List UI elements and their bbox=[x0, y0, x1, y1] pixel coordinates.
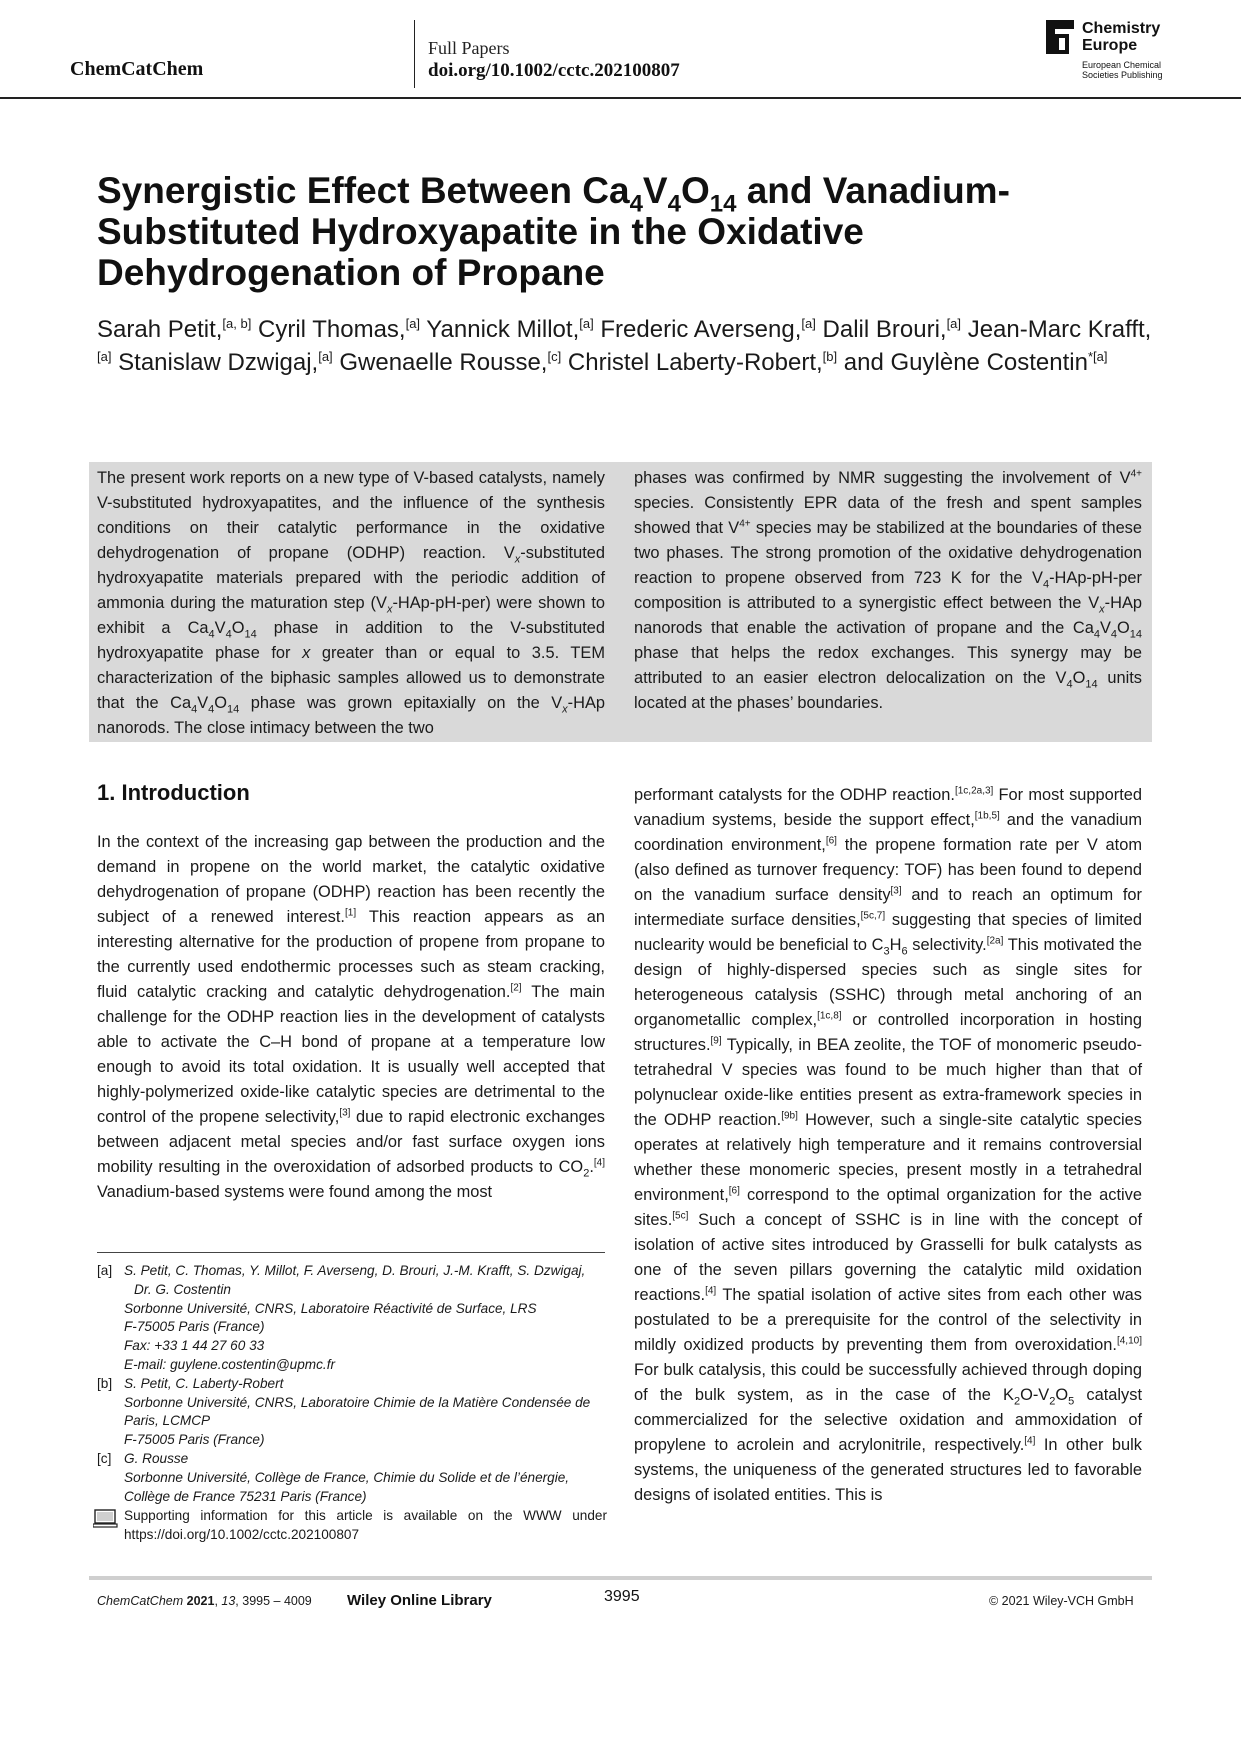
author: Yannick Millot,[a] bbox=[426, 316, 594, 343]
affiliation-line: Sorbonne Université, CNRS, Laboratoire Chimie de la Matière Condensée de bbox=[124, 1394, 591, 1410]
body-text-right-column: performant catalysts for the ODHP reaction.[1c,2a,3] For most supported vanadium systems, beside the support effect,[1b,5] and the vanadium coordination environment,[6] the propene formation rate per V atom (also defined as turnover frequency: TOF) has been found to depend on the vanadium surface density[3] and to reach an optimum for intermediate surface densities,[5c,7] suggesting that species of limited nuclearity would be beneficial to $C_3H_6$ selectivity.[2a] This motivated the design of highly-dispersed species such as single sites for heterogeneous catalysis (SSHC) through metal anchoring of an organometallic complex,[1c,8] or controlled incorporation in hosting structures.[9] Typically, in BEA zeolite, the TOF of monomeric pseudo-tetrahedral V species was found to be much higher than that of polynuclear oxide-like entities present as extra-framework species in the ODHP reaction.[9b] However, such a single-site catalytic species operates at relatively high temperature and it remains controversial whether these monomeric species, present mostly in a tetrahedral environment,[6] correspond to the optimal organization for the active sites.[5c] Such a concept of SSHC is in line with the concept of isolation of active sites introduced by Grasselli for bulk catalysts as one of the seven pillars governing the catalytic mild oxidation reactions.[4] The spatial isolation of active sites from each other was postulated to be a prerequisite for the control of the selectivity in mildly oxidized products by preventing them from overoxidation.[4,10] For bulk catalysis, this could be successfully achieved through doping of the bulk system, as in the case of the $K_2O-V_2O_5$ catalyst commercialized for the selective oxidation and ammoxidation of propylene to acrolein and acrylonitrile, respectively.[4] In other bulk systems, the uniqueness of the generated structures led to favorable designs of isolated entities. This is bbox=[634, 785, 1143, 1504]
citation-ref[interactable]: [3] bbox=[339, 1107, 351, 1119]
author: Cyril Thomas,[a] bbox=[258, 316, 421, 343]
citation-ref[interactable]: [2a] bbox=[986, 935, 1004, 947]
affiliation-line: Fax: +33 1 44 27 60 33 bbox=[124, 1338, 265, 1354]
author: Frederic Averseng,[a] bbox=[600, 316, 816, 343]
header-rule bbox=[0, 97, 1241, 99]
citation-ref[interactable]: [1b,5] bbox=[974, 810, 1000, 822]
section-heading-introduction: 1. Introduction bbox=[97, 780, 250, 805]
author: Dalil Brouri,[a] bbox=[822, 316, 962, 343]
citation-ref[interactable]: [4] bbox=[593, 1157, 605, 1169]
citation-ref[interactable]: [1c,2a,3] bbox=[954, 785, 994, 797]
abstract-text-right: phases was confirmed by NMR suggesting the involvement of $V^{4+}$ species. Consistently EPR data of the fresh and spent samples showed that $V^{4+}$ species may be stabilized at the boundaries of these two phases. The strong promotion of the oxidative dehydrogenation reaction to propene observed from 723 K for the $V_4-HAp-pH$-per composition is attributed to a synergistic effect between the $V_x$-HAp nanorods that enable the activation of propane and the $Ca_4V_4O_{14}$ phase that helps the redox exchanges. This synergy may be attributed to an easier electron delocalization on the $V_4O_{14}$ units located at the phases’ boundaries. bbox=[634, 468, 1142, 712]
author-list bbox=[97, 313, 1157, 379]
affiliations-footnotes bbox=[97, 1262, 607, 1545]
copyright-notice: © 2021 Wiley-VCH GmbH bbox=[989, 1594, 1134, 1608]
citation-ref[interactable]: [4] bbox=[1024, 1435, 1036, 1447]
citation-ref[interactable]: [4,10] bbox=[1116, 1335, 1142, 1347]
citation-ref[interactable]: [9] bbox=[710, 1035, 722, 1047]
header-divider bbox=[414, 20, 415, 88]
author: and Guylène Costentin$^{*[a]}$ bbox=[843, 349, 1108, 376]
affiliation-line: G. Rousse bbox=[124, 1450, 189, 1466]
article-doi-link[interactable]: doi.org/10.1002/cctc.202100807 bbox=[428, 60, 680, 81]
abstract-text-left: The present work reports on a new type of V-based catalysts, namely V-substituted hydroxyapatites, and the influence of the synthesis conditions on their catalytic performance in the oxidative dehydrogenation of propane (ODHP) reaction. $V_x$-substituted hydroxyapatite materials prepared with the periodic addition of ammonia during the maturation step $(V_x-HAp-pH-per)$ were shown to exhibit a $Ca_4V_4O_{14}$ phase in addition to the V-substituted hydroxyapatite phase for x greater than or equal to 3.5. TEM characterization of the biphasic samples allowed us to demonstrate that the $Ca_4V_4O_{14}$ phase was grown epitaxially on the $V_x$-HAp nanorods. The close intimacy between the two bbox=[97, 469, 606, 737]
affiliation-c bbox=[97, 1450, 607, 1506]
author: Christel Laberty-Robert,[b] bbox=[567, 349, 838, 376]
affiliation-line: F-75005 Paris (France) bbox=[124, 1319, 265, 1335]
supporting-information-note bbox=[97, 1507, 607, 1545]
footer-citation: ChemCatChem 2021, 13, 3995 – 4009 bbox=[97, 1594, 312, 1608]
logo-subtext-2: Societies Publishing bbox=[1082, 70, 1163, 80]
supporting-information-text[interactable]: Supporting information for this article is available on the WWW under https://doi.org/10.1002/cctc.202100807 bbox=[124, 1508, 607, 1543]
affiliation-label: [a] bbox=[97, 1263, 113, 1278]
affiliation-line: Dr. G. Costentin bbox=[134, 1281, 231, 1297]
citation-ref[interactable]: [6] bbox=[825, 835, 837, 847]
citation-ref[interactable]: [1c,8] bbox=[817, 1010, 842, 1022]
affiliation-line: Paris, LCMCP bbox=[124, 1413, 211, 1429]
logo-text-europe: Europe bbox=[1082, 37, 1138, 54]
affiliation-line: F-75005 Paris (France) bbox=[124, 1432, 265, 1448]
citation-ref[interactable]: [2] bbox=[510, 982, 522, 994]
author: Stanislaw Dzwigaj,[a] bbox=[118, 349, 333, 376]
body-text-left-column: In the context of the increasing gap between the production and the demand in propene on the world market, the catalytic oxidative dehydrogenation of propane (ODHP) reaction has been recently the subject of a renewed interest.[1] This reaction appears as an interesting alternative for the production of propene from propane to the currently used endothermic processes such as steam cracking, fluid catalytic cracking and catalytic dehydrogenation.[2] The main challenge for the ODHP reaction lies in the development of catalysts able to activate the C–H bond of propane at a temperature low enough to avoid its total oxidation. It is usually well accepted that highly-polymerized oxide-like catalytic species are detrimental to the control of the propene selectivity,[3] due to rapid electronic exchanges between adjacent metal species and/or fast surface oxygen ions mobility resulting in the overoxidation of adsorbed products to $CO_2.[4]$ Vanadium-based systems were found among the most bbox=[97, 833, 605, 1201]
chemistry-europe-logo bbox=[1046, 20, 1176, 82]
author: Jean-Marc Krafft,[a] bbox=[97, 316, 1152, 364]
citation-ref[interactable]: [5c] bbox=[672, 1210, 689, 1222]
article-type: Full Papers bbox=[428, 38, 510, 58]
affiliation-label: [c] bbox=[97, 1450, 112, 1466]
journal-name: ChemCatChem bbox=[70, 58, 204, 80]
affiliation-label: [b] bbox=[97, 1375, 113, 1391]
affiliation-line: Collège de France 75231 Paris (France) bbox=[124, 1488, 367, 1504]
footnote-rule bbox=[97, 1252, 605, 1253]
affiliation-line: S. Petit, C. Laberty-Robert bbox=[124, 1375, 284, 1391]
citation-ref[interactable]: [6] bbox=[728, 1185, 740, 1197]
affiliation-line: Sorbonne Université, CNRS, Laboratoire Réactivité de Surface, LRS bbox=[124, 1300, 537, 1316]
logo-subtext-1: European Chemical bbox=[1082, 60, 1162, 70]
author: Sarah Petit,[a, b] bbox=[97, 316, 252, 343]
citation-ref[interactable]: [3] bbox=[890, 885, 902, 897]
chemistry-europe-logo-icon bbox=[1046, 20, 1074, 54]
author: Gwenaelle Rousse,[c] bbox=[339, 349, 562, 376]
logo-text-chemistry: Chemistry bbox=[1082, 20, 1161, 37]
wiley-online-library-link[interactable]: Wiley Online Library bbox=[347, 1592, 492, 1609]
page-number: 3995 bbox=[604, 1588, 640, 1605]
citation-ref[interactable]: [9b] bbox=[781, 1110, 798, 1122]
affiliation-line: S. Petit, C. Thomas, Y. Millot, F. Averseng, D. Brouri, J.-M. Krafft, S. Dzwigaj, bbox=[124, 1263, 586, 1278]
affiliation-b bbox=[97, 1375, 607, 1450]
footer-rule bbox=[89, 1576, 1152, 1580]
affiliation-a bbox=[97, 1262, 607, 1375]
affiliation-line: Sorbonne Université, Collège de France, Chimie du Solide et de l’énergie, bbox=[124, 1469, 570, 1485]
citation-ref[interactable]: [5c,7] bbox=[860, 910, 886, 922]
citation-ref[interactable]: [4] bbox=[705, 1285, 717, 1297]
citation-ref[interactable]: [1] bbox=[345, 907, 357, 919]
abstract-box bbox=[89, 462, 1152, 742]
email-link[interactable]: E-mail: guylene.costentin@upmc.fr bbox=[124, 1356, 335, 1372]
article-title: Synergistic Effect Between $Ca_4V_4O_{14}$ and Vanadium-Substituted Hydroxyapatite in the Oxidative Dehydrogenation of Propane bbox=[97, 170, 1010, 293]
computer-monitor-icon bbox=[93, 1509, 119, 1529]
